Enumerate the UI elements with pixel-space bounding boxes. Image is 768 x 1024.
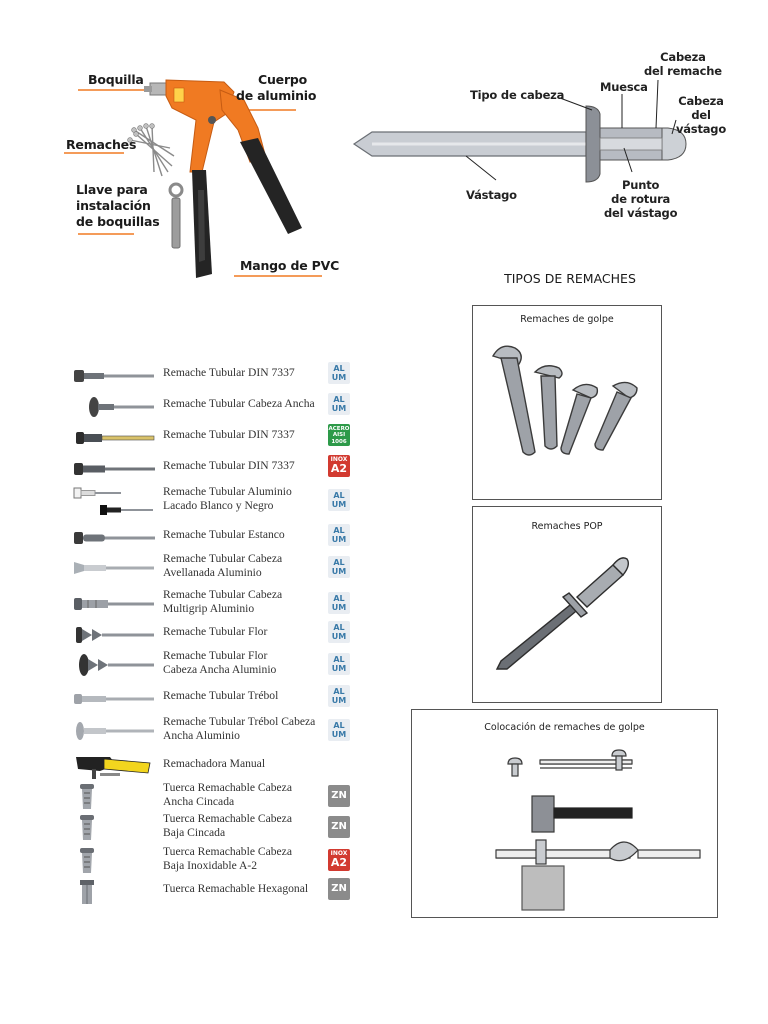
label-mango-pvc: Mango de PVC	[240, 258, 340, 273]
material-badge-inox	[328, 849, 350, 871]
rivet-steel-icon	[70, 422, 158, 452]
badge-text: INOX	[330, 850, 348, 857]
catalog-row	[70, 619, 356, 645]
label-vastago: Vástago	[466, 188, 517, 202]
catalog-row	[70, 845, 356, 875]
badge-text: AL	[333, 395, 345, 404]
frame-remaches-golpe	[472, 305, 662, 500]
rivet-nut-hex-icon	[70, 876, 158, 906]
badge-text: UM	[331, 696, 347, 705]
material-badge-inox	[328, 455, 350, 477]
badge-text: AL	[333, 655, 345, 664]
catalog-line: Cabeza Ancha Aluminio	[163, 663, 277, 676]
catalog-row	[70, 812, 356, 842]
frame-title-pop: Remaches POP	[531, 521, 603, 532]
badge-text: AISI	[332, 432, 346, 438]
label-punto-rotura: Punto de rotura del vástago	[604, 178, 678, 220]
frame-colocacion-remaches	[411, 709, 718, 918]
rivet-dark-icon	[70, 453, 158, 483]
rivet-nut-icon	[70, 845, 158, 875]
badge-text: AL	[333, 558, 345, 567]
label-muesca: Muesca	[600, 80, 648, 94]
badge-text: A2	[330, 856, 348, 869]
label-cuerpo-aluminio: Cuerpo de aluminio	[236, 72, 317, 103]
pop-rivet-illustration	[473, 535, 661, 701]
badge-text: UM	[331, 664, 347, 673]
material-badge-zn	[328, 816, 350, 838]
rivet-std-icon	[70, 360, 158, 390]
catalog-line: Ancha Cincada	[163, 795, 235, 808]
catalog-line: Tuerca Remachable Cabeza	[163, 812, 292, 825]
catalog-description	[163, 552, 329, 580]
badge-text: ZN	[331, 883, 347, 894]
rivet-trebol-icon	[70, 683, 158, 713]
catalog-line: Baja Cincada	[163, 826, 226, 839]
catalog-line: Baja Inoxidable A-2	[163, 859, 258, 872]
rivet-nut-icon	[70, 812, 158, 842]
catalog-description	[163, 781, 329, 809]
catalog-line: Remache Tubular Trébol Cabeza	[163, 715, 316, 728]
rivet-bw-icon	[70, 485, 158, 515]
label-tipo-cabeza: Tipo de cabeza	[470, 88, 565, 102]
catalog-description	[163, 882, 329, 896]
catalog-line: Tuerca Remachable Cabeza	[163, 781, 292, 794]
catalog-description	[163, 588, 329, 616]
badge-text: UM	[331, 535, 347, 544]
badge-text: AL	[333, 526, 345, 535]
catalog-line: Multigrip Aluminio	[163, 602, 255, 615]
catalog-line: Tuerca Remachable Hexagonal	[163, 882, 309, 895]
material-badge-al	[328, 524, 350, 546]
catalog-line: Remache Tubular Flor	[163, 625, 268, 638]
catalog-row	[70, 360, 356, 386]
rivet-catalog	[70, 360, 356, 908]
rivet-csk-icon	[70, 552, 158, 582]
catalog-line: Tuerca Remachable Cabeza	[163, 845, 292, 858]
catalog-line: Remache Tubular Estanco	[163, 528, 285, 541]
badge-text: AL	[333, 594, 345, 603]
material-badge-al	[328, 362, 350, 384]
badge-text: AL	[333, 491, 345, 500]
catalog-description	[163, 397, 329, 411]
label-boquilla: Boquilla	[88, 72, 144, 87]
frame-title-colocacion: Colocación de remaches de golpe	[484, 722, 645, 733]
rivet-trebol-wide-icon	[70, 715, 158, 745]
catalog-description	[163, 428, 329, 442]
catalog-line: Remache Tubular Flor	[163, 649, 268, 662]
rivet-multigrip-icon	[70, 588, 158, 618]
riveter-diagram	[44, 30, 344, 300]
badge-text: AL	[333, 721, 345, 730]
tipos-remaches-heading: TIPOS DE REMACHES	[504, 271, 636, 286]
rivet-flor-icon	[70, 619, 158, 649]
material-badge-zn	[328, 878, 350, 900]
badge-text: UM	[331, 373, 347, 382]
rivet-nut-icon	[70, 781, 158, 811]
catalog-line: Remache Tubular Cabeza	[163, 588, 283, 601]
catalog-line: Avellanada Aluminio	[163, 566, 262, 579]
badge-text: UM	[331, 603, 347, 612]
material-badge-al	[328, 621, 350, 643]
catalog-line: Remache Tubular DIN 7337	[163, 366, 295, 379]
material-badge-al	[328, 592, 350, 614]
badge-text: AL	[333, 364, 345, 373]
catalog-row	[70, 588, 356, 618]
label-cabeza-remache: Cabeza del remache	[644, 50, 722, 78]
catalog-row	[70, 552, 356, 582]
catalog-line: Remache Tubular Cabeza Ancha	[163, 397, 315, 410]
catalog-description	[163, 757, 329, 771]
frame-title-golpe: Remaches de golpe	[520, 314, 614, 325]
material-badge-al	[328, 653, 350, 675]
badge-text: ZN	[331, 790, 347, 801]
label-llave-boquillas: Llave para instalación de boquillas	[76, 182, 160, 229]
catalog-row	[70, 876, 356, 902]
badge-text: ZN	[331, 821, 347, 832]
catalog-description	[163, 715, 329, 743]
catalog-row	[70, 391, 356, 417]
colocacion-illustration	[412, 710, 717, 917]
catalog-line: Remache Tubular Cabeza	[163, 552, 283, 565]
rivet-wide-icon	[70, 391, 158, 421]
catalog-description	[163, 845, 329, 873]
catalog-row	[70, 781, 356, 811]
rivet-flor-wide-icon	[70, 649, 158, 679]
material-badge-zn	[328, 785, 350, 807]
catalog-row	[70, 453, 356, 479]
material-badge-al	[328, 556, 350, 578]
catalog-row	[70, 485, 356, 515]
material-badge-al	[328, 685, 350, 707]
catalog-row	[70, 649, 356, 679]
badge-text: UM	[331, 632, 347, 641]
badge-text: UM	[331, 404, 347, 413]
catalog-description	[163, 528, 329, 542]
label-cabeza-vastago: Cabeza del vástago	[675, 94, 727, 136]
badge-text: ACERO	[328, 425, 350, 432]
catalog-description	[163, 485, 329, 513]
catalog-row	[70, 522, 356, 548]
material-badge-al	[328, 489, 350, 511]
catalog-description	[163, 366, 329, 380]
badge-text: UM	[331, 730, 347, 739]
badge-text: UM	[331, 500, 347, 509]
catalog-row	[70, 683, 356, 709]
catalog-line: Lacado Blanco y Negro	[163, 499, 274, 512]
badge-text: INOX	[330, 456, 348, 463]
catalog-line: Remache Tubular Aluminio	[163, 485, 292, 498]
catalog-description	[163, 649, 329, 677]
catalog-row	[70, 715, 356, 745]
material-badge-acero	[328, 424, 350, 446]
badge-text: 1006	[331, 438, 347, 445]
badge-text: AL	[333, 623, 345, 632]
material-badge-al	[328, 719, 350, 741]
catalog-line: Remachadora Manual	[163, 757, 266, 770]
catalog-line: Remache Tubular Trébol	[163, 689, 279, 702]
rivet-anatomy-diagram	[346, 44, 736, 244]
hand-riveter-icon	[70, 751, 158, 781]
catalog-row	[70, 422, 356, 448]
rivet-sealed-icon	[70, 522, 158, 552]
catalog-line: Ancha Aluminio	[163, 729, 240, 742]
badge-text: AL	[333, 687, 345, 696]
solid-rivets-illustration	[473, 328, 661, 498]
catalog-description	[163, 689, 329, 703]
badge-text: UM	[331, 567, 347, 576]
material-badge-al	[328, 393, 350, 415]
catalog-description	[163, 459, 329, 473]
label-remaches: Remaches	[66, 137, 137, 152]
frame-remaches-pop	[472, 506, 662, 703]
catalog-line: Remache Tubular DIN 7337	[163, 428, 295, 441]
catalog-description	[163, 812, 329, 840]
catalog-line: Remache Tubular DIN 7337	[163, 459, 295, 472]
badge-text: A2	[330, 462, 348, 475]
catalog-row	[70, 751, 356, 777]
catalog-description	[163, 625, 329, 639]
